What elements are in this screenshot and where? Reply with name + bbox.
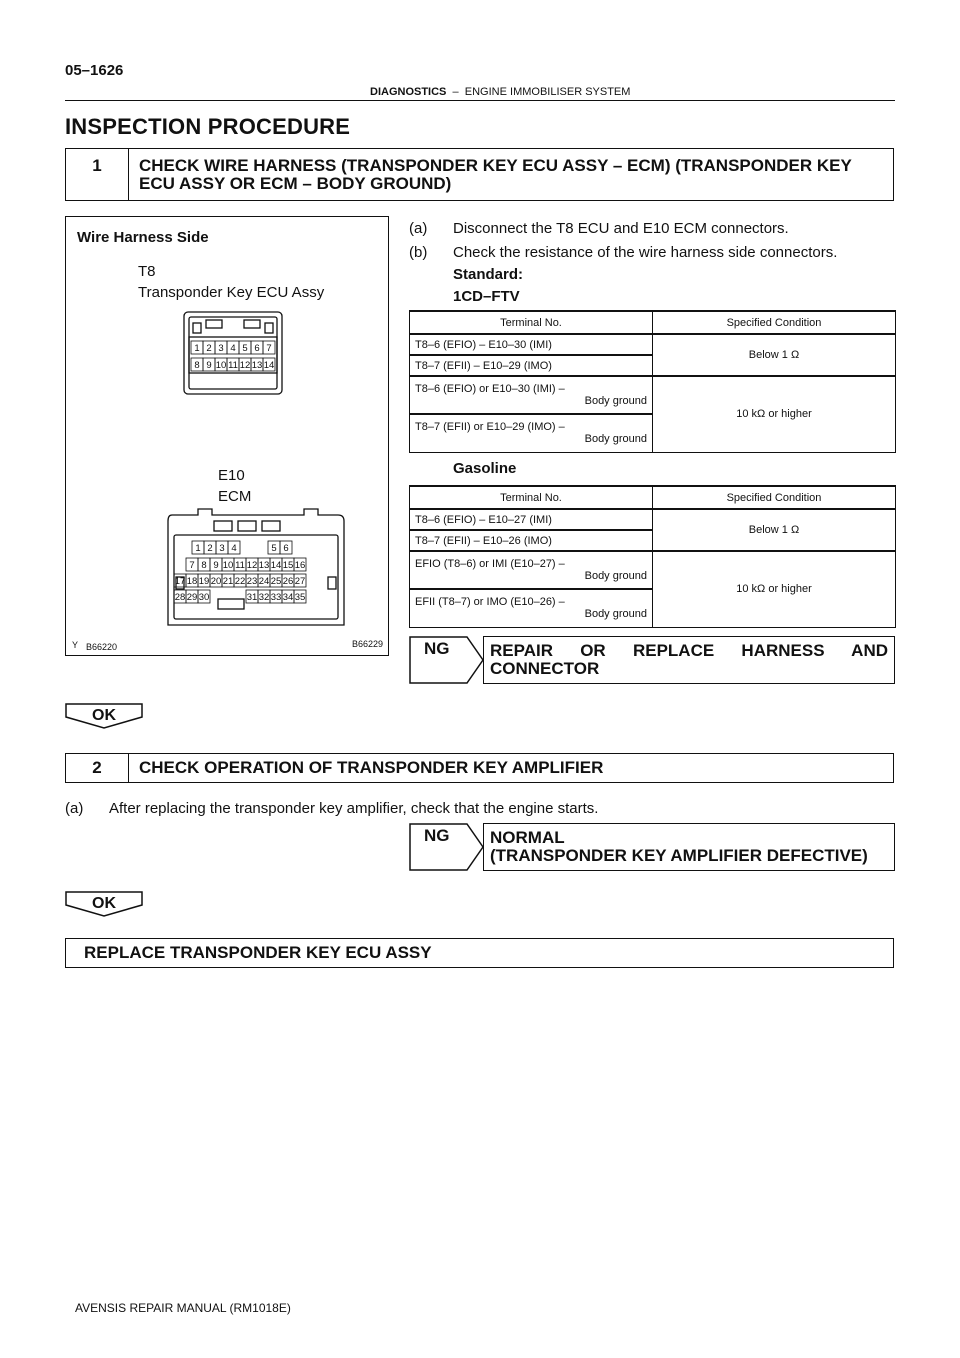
e10-pin-2: 2	[207, 543, 213, 554]
t8-pin-5: 5	[242, 343, 248, 354]
e10-pin-10: 10	[222, 560, 234, 571]
e10-pin-5: 5	[271, 543, 277, 554]
connector-figure	[65, 216, 389, 656]
standard-label: Standard:	[453, 266, 524, 283]
t8-pin-6: 6	[254, 343, 260, 354]
table2-row3-line1: EFIO (T8–6) or IMI (E10–27) –	[415, 558, 565, 570]
variant-1cd-ftv: 1CD–FTV	[453, 288, 520, 305]
ng-action-2-line2: (TRANSPONDER KEY AMPLIFIER DEFECTIVE)	[490, 846, 868, 865]
table1-cond-high: 10 kΩ or higher	[653, 376, 896, 452]
t8-pin-9: 9	[206, 360, 212, 371]
table1-row3-line2: Body ground	[584, 395, 647, 407]
table2-cond-high: 10 kΩ or higher	[653, 551, 896, 627]
e10-pin-17: 17	[174, 576, 186, 587]
e10-pin-23: 23	[246, 576, 258, 587]
ng-action-2-line1: NORMAL	[490, 828, 565, 847]
e10-pin-9: 9	[213, 560, 219, 571]
ok-result-1	[65, 703, 143, 729]
e10-pin-28: 28	[174, 592, 186, 603]
section-name: DIAGNOSTICS	[370, 86, 447, 98]
e10-pin-26: 26	[282, 576, 294, 587]
e10-pin-13: 13	[258, 560, 270, 571]
table2-row3-line2: Body ground	[584, 570, 647, 582]
ng-action-1-line2: CONNECTOR	[490, 659, 600, 678]
step-2-instruction-text: After replacing the transponder key amplifier, check that the engine starts.	[109, 800, 599, 817]
e10-pin-31: 31	[246, 592, 258, 603]
instruction-b-text: Check the resistance of the wire harness side connectors.	[453, 244, 838, 261]
e10-pin-14: 14	[270, 560, 282, 571]
e10-pin-34: 34	[282, 592, 294, 603]
table2-row3-terminal	[410, 551, 653, 589]
instruction-a-marker: (a)	[409, 220, 428, 237]
spec-table-gasoline	[409, 485, 896, 628]
t8-pin-8: 8	[194, 360, 200, 371]
e10-pin-29: 29	[186, 592, 198, 603]
ng-action-1	[483, 636, 895, 684]
instruction-a-text: Disconnect the T8 ECU and E10 ECM connectors.	[453, 220, 789, 237]
step-1-title: CHECK WIRE HARNESS (TRANSPONDER KEY ECU ASSY – ECM) (TRANSPONDER KEY ECU ASSY OR ECM – BODY GROUND)	[139, 156, 852, 193]
t8-code: T8	[138, 263, 156, 280]
e10-pin-1: 1	[195, 543, 201, 554]
e10-name: ECM	[218, 488, 252, 505]
corner-mark: Y	[72, 640, 79, 650]
e10-pin-15: 15	[282, 560, 294, 571]
e10-pin-18: 18	[186, 576, 198, 587]
table1-row2-terminal: T8–7 (EFII) – E10–29 (IMO)	[410, 355, 653, 376]
final-action-box: REPLACE TRANSPONDER KEY ECU ASSY	[65, 938, 894, 968]
table2-row4-line1: EFII (T8–7) or IMO (E10–26) –	[415, 596, 565, 609]
table1-header-terminal: Terminal No.	[410, 311, 653, 334]
table2-row4-line2: Body ground	[584, 608, 647, 621]
spec-table-1cd-ftv	[409, 310, 896, 453]
instruction-b-marker: (b)	[409, 244, 428, 261]
step-2-box	[65, 753, 894, 783]
t8-pin-1: 1	[194, 343, 200, 354]
ok-label-1: OK	[92, 707, 116, 724]
step-2-title: CHECK OPERATION OF TRANSPONDER KEY AMPLIFIER	[139, 758, 604, 777]
e10-pin-33: 33	[270, 592, 282, 603]
e10-pin-grid	[174, 541, 306, 603]
e10-pin-7: 7	[189, 560, 195, 571]
e10-pin-22: 22	[234, 576, 246, 587]
ng-label-1: NG	[424, 639, 450, 658]
ng-result-1	[409, 636, 896, 686]
ng-action-1-line1: REPAIR OR REPLACE HARNESS AND	[490, 641, 888, 660]
e10-pin-20: 20	[210, 576, 222, 587]
e10-pin-12: 12	[246, 560, 258, 571]
t8-pin-3: 3	[218, 343, 224, 354]
t8-pin-13: 13	[251, 360, 263, 371]
t8-pin-2: 2	[206, 343, 212, 354]
table1-row4-line1: T8–7 (EFII) or E10–29 (IMO) –	[415, 421, 565, 434]
figure-code-left: B66220	[86, 642, 118, 652]
e10-pin-30: 30	[198, 592, 210, 603]
page-title: INSPECTION PROCEDURE	[65, 114, 351, 139]
ng-label-2: NG	[424, 826, 450, 845]
e10-pin-8: 8	[201, 560, 207, 571]
t8-pin-10: 10	[215, 360, 227, 371]
footer-manual-ref: AVENSIS REPAIR MANUAL (RM1018E)	[75, 1301, 291, 1315]
e10-pin-25: 25	[270, 576, 282, 587]
header-rule	[65, 100, 895, 101]
step-2-instruction-marker: (a)	[65, 800, 84, 817]
e10-pin-27: 27	[294, 576, 306, 587]
step-2-number: 2	[66, 754, 129, 782]
t8-name: Transponder Key ECU Assy	[138, 284, 325, 301]
e10-pin-11: 11	[235, 560, 245, 571]
table2-header-condition: Specified Condition	[653, 486, 896, 509]
table2-row1-terminal: T8–6 (EFIO) – E10–27 (IMI)	[410, 509, 653, 530]
e10-code: E10	[218, 467, 245, 484]
table1-row3-line1: T8–6 (EFIO) or E10–30 (IMI) –	[415, 383, 565, 395]
e10-pin-24: 24	[258, 576, 270, 587]
t8-pin-11: 11	[228, 360, 238, 371]
e10-pin-16: 16	[294, 560, 306, 571]
table1-row4-line2: Body ground	[584, 433, 647, 446]
e10-pin-32: 32	[258, 592, 270, 603]
section-header	[370, 86, 630, 98]
t8-pin-7: 7	[266, 343, 272, 354]
ok-label-2: OK	[92, 895, 116, 912]
table2-row4-terminal	[410, 589, 653, 627]
variant-gasoline: Gasoline	[453, 460, 517, 477]
table1-row4-terminal	[410, 414, 653, 452]
figure-side-label: Wire Harness Side	[77, 229, 209, 246]
table1-row3-terminal	[410, 376, 653, 414]
e10-pin-6: 6	[283, 543, 289, 554]
e10-pin-3: 3	[219, 543, 225, 554]
ng-result-2	[409, 823, 896, 873]
ng-action-2	[483, 823, 895, 871]
table1-header-condition: Specified Condition	[653, 311, 896, 334]
e10-pin-19: 19	[198, 576, 210, 587]
e10-pin-35: 35	[294, 592, 306, 603]
step-1-number: 1	[66, 149, 129, 200]
table1-row1-terminal: T8–6 (EFIO) – E10–30 (IMI)	[410, 334, 653, 355]
subsection-name: ENGINE IMMOBILISER SYSTEM	[464, 86, 631, 98]
t8-pin-12: 12	[239, 360, 251, 371]
e10-pin-4: 4	[231, 543, 237, 554]
t8-pin-4: 4	[230, 343, 236, 354]
e10-pin-21: 21	[222, 576, 234, 587]
table1-cond-low: Below 1 Ω	[653, 334, 896, 376]
page-number: 05–1626	[65, 62, 124, 79]
t8-pin-14: 14	[263, 360, 275, 371]
table2-row2-terminal: T8–7 (EFII) – E10–26 (IMO)	[410, 530, 653, 551]
ok-result-2	[65, 891, 143, 917]
table2-header-terminal: Terminal No.	[410, 486, 653, 509]
e10-connector	[66, 217, 390, 657]
section-separator: –	[452, 86, 459, 98]
step-1-box	[65, 148, 894, 201]
figure-code-right: B66229	[352, 639, 384, 649]
table2-cond-low: Below 1 Ω	[653, 509, 896, 551]
